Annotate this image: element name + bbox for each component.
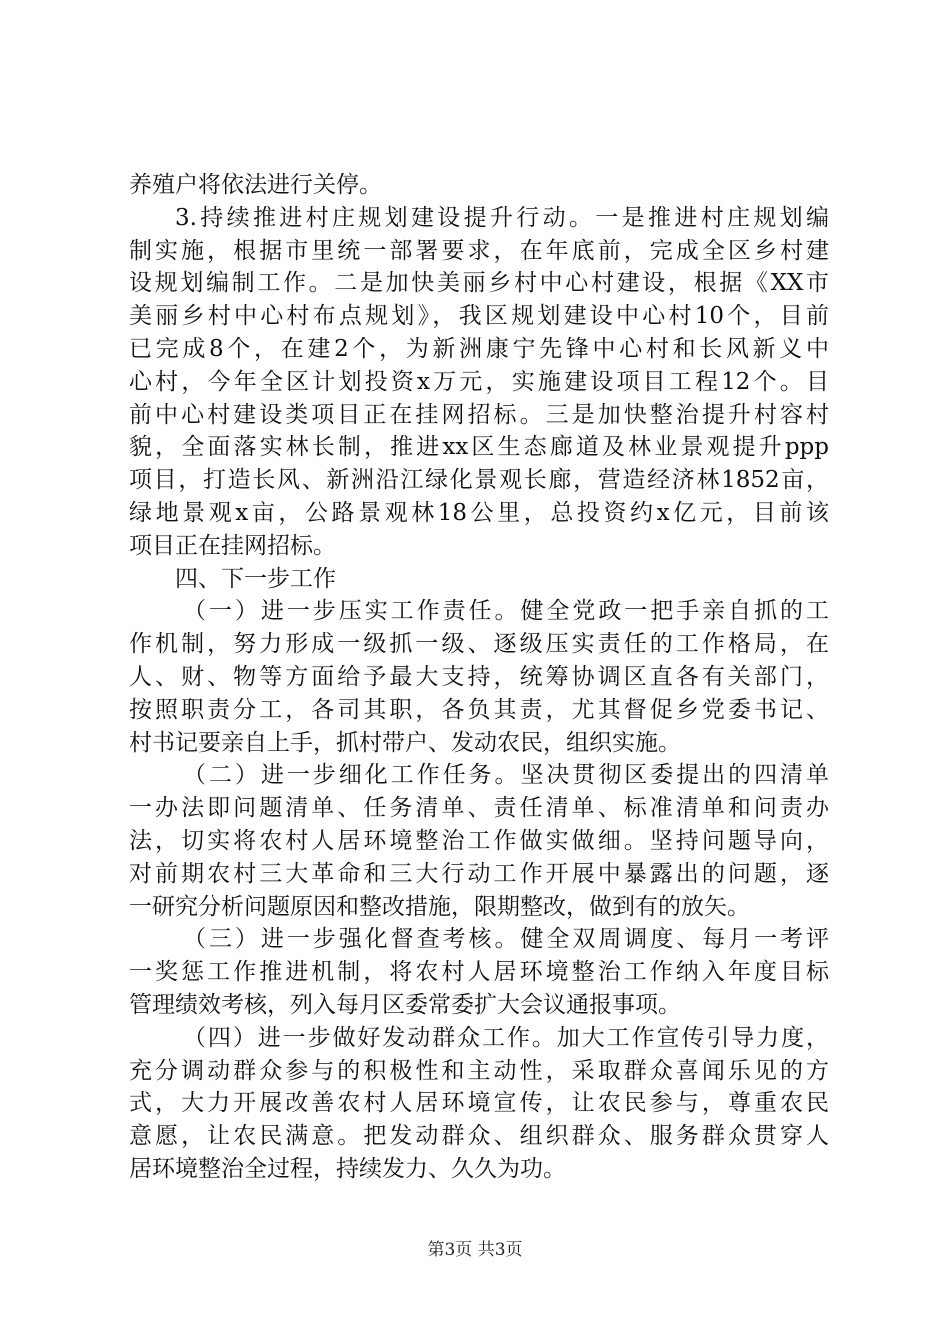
page-number: 第3页 共3页 bbox=[427, 1240, 523, 1260]
text-line: 管理绩效考核，列入每月区委常委扩大会议通报事项。 bbox=[129, 991, 681, 1018]
text-line: 式，大力开展改善农村人居环境宣传，让农民参与，尊重农民 bbox=[129, 1090, 829, 1117]
text-line: 充分调动群众参与的积极性和主动性，采取群众喜闻乐见的方 bbox=[129, 1057, 829, 1084]
text-line: 绿地景观x亩，公路景观林18公里，总投资约x亿元，目前该 bbox=[129, 499, 829, 526]
text-line: 心村，今年全区计划投资x万元，实施建设项目工程12个。目 bbox=[129, 368, 829, 395]
text-line: 项目正在挂网招标。 bbox=[129, 532, 336, 559]
text-line: 法，切实将农村人居环境整治工作做实做细。坚持问题导向， bbox=[129, 827, 829, 854]
text-line: 美丽乡村中心村布点规划》，我区规划建设中心村10个，目前 bbox=[129, 303, 829, 330]
text-line: 已完成8个，在建2个，为新洲康宁先锋中心村和长风新义中 bbox=[129, 335, 829, 362]
text-line: 设规划编制工作。二是加快美丽乡村中心村建设，根据《XX市 bbox=[129, 270, 829, 297]
text-line: 一办法即问题清单、任务清单、责任清单、标准清单和问责办 bbox=[129, 795, 829, 822]
text-line: 前中心村建设类项目正在挂网招标。三是加快整治提升村容村 bbox=[129, 401, 829, 428]
text-line: 养殖户将依法进行关停。 bbox=[129, 172, 382, 198]
text-line: 人、财、物等方面给予最大支持，统筹协调区直各有关部门， bbox=[129, 663, 829, 690]
text-line: （一）进一步压实工作责任。健全党政一把手亲自抓的工 bbox=[183, 598, 829, 625]
text-line: 作机制，努力形成一级抓一级、逐级压实责任的工作格局，在 bbox=[129, 631, 829, 658]
text-line: （三）进一步强化督查考核。健全双周调度、每月一考评 bbox=[183, 926, 829, 953]
text-line: 村书记要亲自上手，抓村带户、发动农民，组织实施。 bbox=[129, 729, 681, 756]
text-line: 四、下一步工作 bbox=[175, 565, 336, 592]
text-line: 一奖惩工作推进机制，将农村人居环境整治工作纳入年度目标 bbox=[129, 959, 829, 986]
document-body bbox=[129, 169, 829, 1186]
text-line: （二）进一步细化工作任务。坚决贯彻区委提出的四清单 bbox=[183, 762, 829, 789]
text-line: 貌，全面落实林长制，推进xx区生态廊道及林业景观提升ppp bbox=[129, 434, 829, 461]
text-line: 对前期农村三大革命和三大行动工作开展中暴露出的问题，逐 bbox=[129, 860, 829, 887]
text-line: 制实施，根据市里统一部署要求，在年底前，完成全区乡村建 bbox=[129, 237, 829, 264]
text-line: 按照职责分工，各司其职，各负其责，尤其督促乡党委书记、 bbox=[129, 696, 829, 723]
text-line: 居环境整治全过程，持续发力、久久为功。 bbox=[129, 1155, 566, 1182]
text-line: 意愿，让农民满意。把发动群众、组织群众、服务群众贯穿人 bbox=[129, 1123, 829, 1150]
page-footer bbox=[0, 1238, 950, 1262]
text-line: 一研究分析问题原因和整改措施，限期整改，做到有的放矢。 bbox=[129, 893, 750, 920]
text-line: 3.持续推进村庄规划建设提升行动。一是推进村庄规划编 bbox=[175, 204, 829, 231]
text-line: 项目，打造长风、新洲沿江绿化景观长廊，营造经济林1852亩， bbox=[129, 467, 829, 494]
text-line: （四）进一步做好发动群众工作。加大工作宣传引导力度， bbox=[183, 1024, 829, 1051]
